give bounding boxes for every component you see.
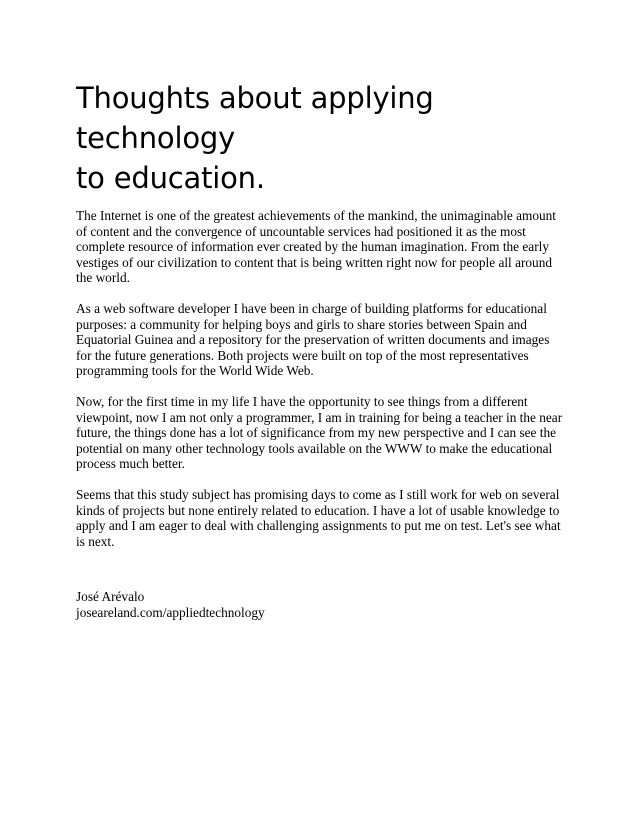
title-line-2: to education. <box>76 161 265 195</box>
document-title <box>76 78 566 198</box>
paragraph-2: As a web software developer I have been in charge of building platforms for educational purposes: a community for helping boys and girls to share stories between Spain and Equatorial Guinea and a repository for the preservation of written documents and images for the future generations. Both projects were built on top of the most representatives programming tools for the World Wide Web. <box>76 300 550 379</box>
author-website: joseareland.com/appliedtechnology <box>76 605 265 621</box>
document-body <box>76 78 566 621</box>
signature-block <box>76 589 566 621</box>
author-name: José Arévalo <box>76 589 145 605</box>
paragraph-1: The Internet is one of the greatest achievements of the mankind, the unimaginable amount of content and the convergence of uncountable services had positioned it as the most complete resource of information ever created by the human imagination. From the early vestiges of our civilization to content that is being written right now for people all around the world. <box>76 208 557 286</box>
paragraph-3: Now, for the first time in my life I have the opportunity to see things from a different viewpoint, now I am not only a programmer, I am in training for being a teacher in the near future, the things done has a lot of significance from my new perspective and I can see the potential on many other technology tools available on the WWW to make the educational process much better. <box>76 393 563 472</box>
paragraph-4: Seems that this study subject has promising days to come as I still work for web on several kinds of projects but none entirely related to education. I have a lot of usable knowledge to apply and I am eager to deal with challenging assignments to put me on test. Let's see what is next. <box>76 486 561 549</box>
title-line-1: Thoughts about applying technology <box>76 81 434 155</box>
